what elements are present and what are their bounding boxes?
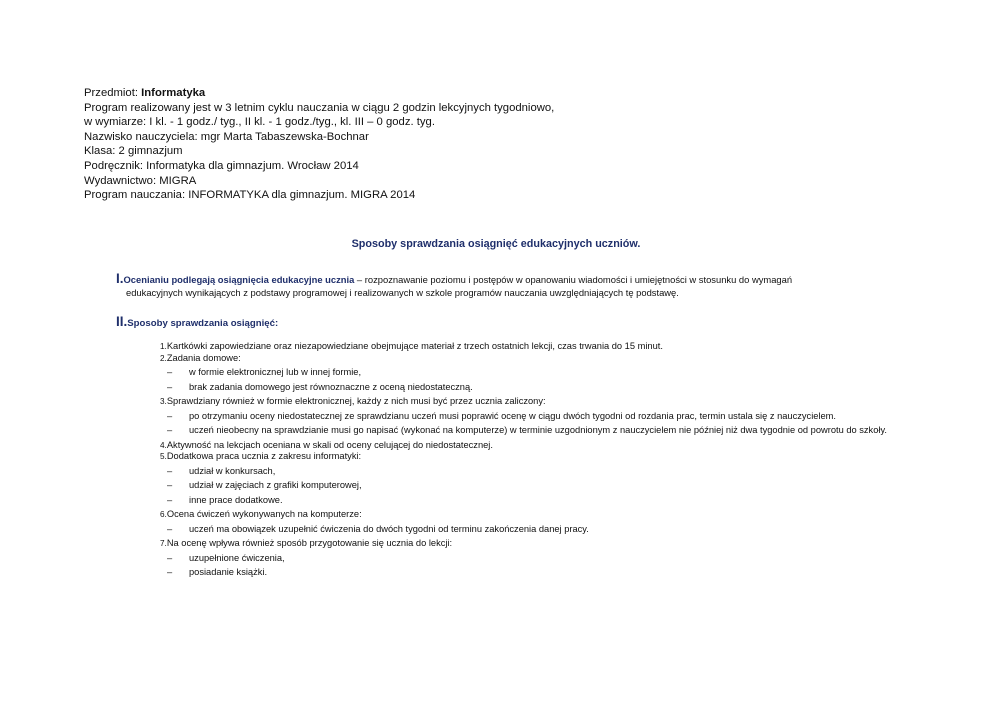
sub-item bbox=[160, 495, 908, 507]
program-line-2: w wymiarze: I kl. - 1 godz./ tyg., II kl. - 1 godz./tyg., kl. III – 0 godz. tyg. bbox=[84, 116, 435, 129]
sub-item bbox=[160, 553, 908, 565]
sub-item-text: udział w konkursach, bbox=[189, 465, 276, 476]
section-2-heading-row bbox=[116, 314, 278, 329]
item-number: 7. bbox=[160, 539, 167, 548]
sub-item bbox=[160, 480, 908, 492]
dash-bullet: – bbox=[167, 567, 173, 577]
sub-item bbox=[160, 524, 908, 536]
list-item bbox=[160, 396, 908, 408]
item-text: Sprawdziany również w formie elektronicznej, każdy z nich musi być przez ucznia zaliczony: bbox=[166, 396, 546, 406]
section-2-heading: Sposoby sprawdzania osiągnięć: bbox=[127, 318, 279, 329]
section-1-text-b: edukacyjnych wynikających z podstawy programowej i realizowanych w szkole programów nauczania uwzględniających tę podstawę. bbox=[126, 286, 679, 298]
dash-bullet: – bbox=[167, 480, 173, 490]
sub-item bbox=[160, 367, 908, 379]
item-text: Aktywność na lekcjach oceniana w skali od oceny celującej do niedostatecznej. bbox=[166, 439, 493, 450]
list-item bbox=[160, 451, 908, 463]
dash-bullet: – bbox=[167, 494, 173, 505]
sub-item-text: brak zadania domowego jest równoznaczne z oceną niedostateczną. bbox=[189, 381, 473, 392]
assessment-list bbox=[160, 341, 908, 582]
list-item bbox=[160, 341, 908, 353]
dash-bullet: – bbox=[167, 552, 173, 563]
sub-item-text: w formie elektronicznej lub w innej formie, bbox=[189, 367, 362, 377]
subject-value: Informatyka bbox=[141, 87, 206, 99]
item-text: Kartkówki zapowiedziane oraz niezapowiedziane obejmujące materiał z trzech ostatnich lekcji, czas trwania do 15 minut. bbox=[166, 341, 663, 351]
curriculum-line: Program nauczania: INFORMATYKA dla gimnazjum. MIGRA 2014 bbox=[84, 189, 416, 202]
item-text: Na ocenę wpływa również sposób przygotowanie się ucznia do lekcji: bbox=[166, 538, 453, 548]
dash-bullet: – bbox=[167, 523, 173, 534]
sub-item-text: uczeń nieobecny na sprawdzianie musi go napisać (wykonać na komputerze) w terminie uzgodnionym z nauczycielem nie później niż dwa tygodnie od powrotu do szkoły. bbox=[189, 425, 887, 435]
program-line-1: Program realizowany jest w 3 letnim cyklu nauczania w ciągu 2 godzin lekcyjnych tygodniowo, bbox=[84, 101, 555, 114]
sub-item bbox=[160, 567, 908, 579]
item-text: Zadania domowe: bbox=[166, 352, 241, 363]
item-text: Dodatkowa praca ucznia z zakresu informatyki: bbox=[166, 451, 362, 461]
sub-item bbox=[160, 466, 908, 478]
dash-bullet: – bbox=[167, 425, 173, 435]
sub-item bbox=[160, 382, 908, 394]
class-line: Klasa: 2 gimnazjum bbox=[84, 145, 183, 158]
section-1-numeral: I. bbox=[116, 271, 124, 286]
list-item bbox=[160, 440, 908, 452]
sub-item-text: uzupełnione ćwiczenia, bbox=[189, 552, 285, 563]
dash-bullet: – bbox=[167, 465, 173, 476]
item-number: 1. bbox=[160, 342, 167, 351]
item-number: 4. bbox=[160, 440, 167, 450]
sub-item-text: inne prace dodatkowe. bbox=[189, 494, 283, 505]
item-text: Ocena ćwiczeń wykonywanych na komputerze: bbox=[166, 509, 362, 519]
section-1-text-a: – rozpoznawanie poziomu i postępów w opanowaniu wiadomości i umiejętności w stosunku do wymagań bbox=[354, 274, 793, 285]
item-number: 5. bbox=[160, 452, 167, 461]
section-1-heading: Ocenianiu podlegają osiągnięcia edukacyjne ucznia bbox=[123, 274, 355, 285]
sub-item-text: uczeń ma obowiązek uzupełnić ćwiczenia do dwóch tygodni od terminu zakończenia danej pracy. bbox=[189, 523, 589, 534]
sub-item-text: udział w zajęciach z grafiki komputerowej, bbox=[189, 480, 362, 490]
item-number: 3. bbox=[160, 397, 167, 406]
sub-item bbox=[160, 411, 908, 423]
list-item bbox=[160, 538, 908, 550]
sub-item-text: po otrzymaniu oceny niedostatecznej ze sprawdzianu uczeń musi poprawić ocenę w ciągu dwóch tygodni od rozdania prac, termin ustala się z nauczycielem. bbox=[189, 410, 836, 421]
document-header bbox=[84, 86, 554, 203]
section-2-numeral: II. bbox=[116, 314, 128, 329]
publisher-line: Wydawnictwo: MIGRA bbox=[84, 174, 197, 187]
list-item bbox=[160, 509, 908, 521]
textbook-line: Podręcznik: Informatyka dla gimnazjum. Wrocław 2014 bbox=[84, 159, 359, 172]
list-item bbox=[160, 353, 908, 365]
section-1 bbox=[116, 273, 908, 299]
item-number: 6. bbox=[160, 510, 167, 519]
teacher-line: Nazwisko nauczyciela: mgr Marta Tabaszewska-Bochnar bbox=[84, 130, 369, 143]
subject-line bbox=[84, 86, 554, 101]
sub-item bbox=[160, 425, 908, 437]
dash-bullet: – bbox=[167, 367, 173, 377]
dash-bullet: – bbox=[167, 410, 173, 421]
item-number: 2. bbox=[160, 353, 167, 363]
document-title: Sposoby sprawdzania osiągnięć edukacyjnych uczniów. bbox=[351, 238, 641, 250]
sub-item-text: posiadanie książki. bbox=[189, 567, 268, 577]
dash-bullet: – bbox=[167, 381, 173, 392]
subject-label: Przedmiot: bbox=[84, 87, 142, 99]
